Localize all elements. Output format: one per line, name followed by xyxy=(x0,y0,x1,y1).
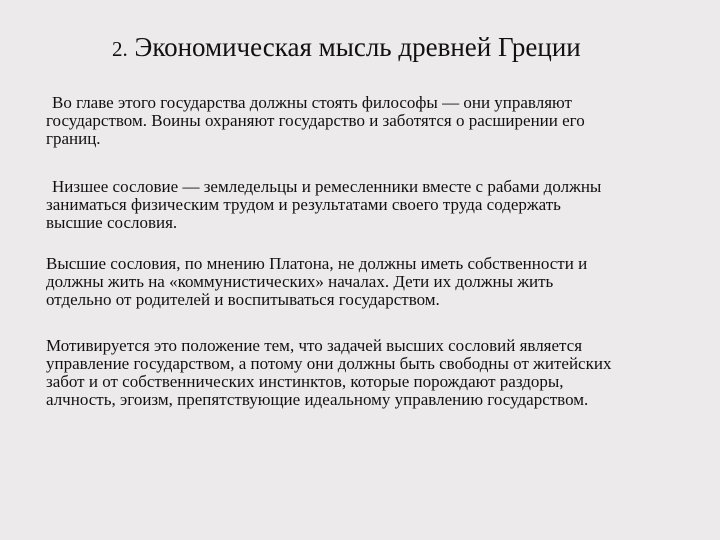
paragraph-line: алчность, эгоизм, препятствующие идеальному управлению государством. xyxy=(46,390,589,409)
paragraph-line: высшие сословия. xyxy=(46,213,178,232)
paragraph-line: отдельно от родителей и воспитываться государством. xyxy=(46,290,440,309)
paragraph-line: Во главе этого государства должны стоять философы — они управляют xyxy=(52,93,572,112)
paragraph-line: государством. Воины охраняют государство и заботятся о расширении его xyxy=(46,111,585,130)
paragraph-line: Мотивируется это положение тем, что задачей высших сословий является xyxy=(46,336,583,355)
paragraph-line: управление государством, а потому они должны быть свободны от житейских xyxy=(46,354,612,373)
paragraph-line: границ. xyxy=(46,129,101,148)
paragraph-line: забот и от собственнических инстинктов, которые порождают раздоры, xyxy=(46,372,564,391)
paragraph-higher-class xyxy=(46,255,696,309)
paragraph-line: Высшие сословия, по мнению Платона, не должны иметь собственности и xyxy=(46,254,588,273)
title-number: 2. xyxy=(112,37,128,61)
paragraph-motivation xyxy=(46,337,696,409)
title-text: Экономическая мысль древней Греции xyxy=(127,32,581,62)
paragraph-lower-class xyxy=(46,178,696,232)
paragraph-line: Низшее сословие — земледельцы и ремесленники вместе с рабами должны xyxy=(52,177,602,196)
paragraph-philosophers xyxy=(46,94,696,148)
slide-title xyxy=(112,30,692,66)
paragraph-line: заниматься физическим трудом и результатами своего труда содержать xyxy=(46,195,561,214)
paragraph-line: должны жить на «коммунистических» началах. Дети их должны жить xyxy=(46,272,554,291)
